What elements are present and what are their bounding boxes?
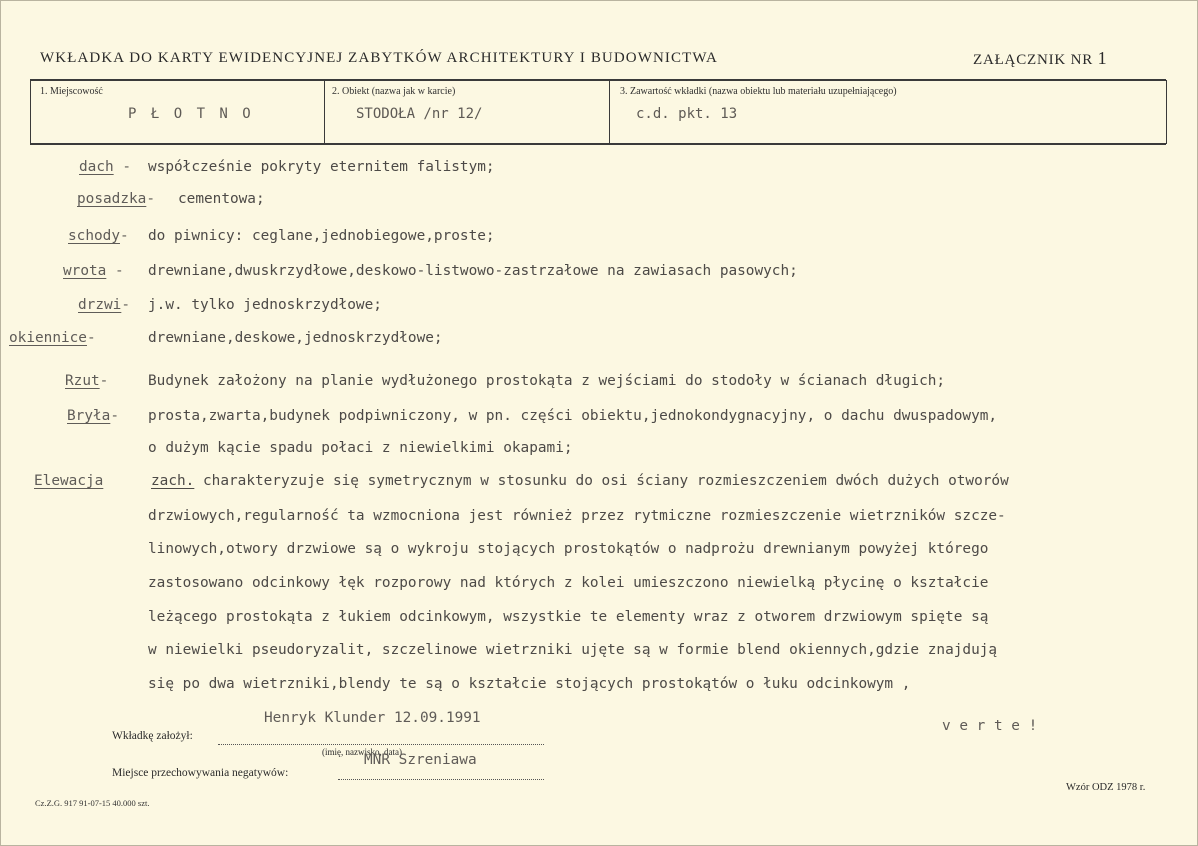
entry-text-dach: współcześnie pokryty eternitem falistym; bbox=[148, 159, 495, 175]
entry-text-bryla: prosta,zwarta,budynek podpiwniczony, w pn. części obiektu,jednokondygnacyjny, o dachu dwuspadowym, bbox=[148, 408, 998, 424]
entry-text-elewacja-6: w niewielki pseudoryzalit, szczelinowe wietrzniki ujęte są w formie blend okiennych,gdzie znajdują bbox=[148, 642, 998, 658]
field-divider-right bbox=[1166, 80, 1167, 144]
field-label-contents: 3. Zawartość wkładki (nazwa obiektu lub materiału uzupełniającego) bbox=[620, 86, 897, 97]
entry-term-dach: dach - bbox=[79, 159, 131, 175]
entry-text-drzwi: j.w. tylko jednoskrzydłowe; bbox=[148, 297, 382, 313]
entry-term-schody: schody- bbox=[68, 228, 129, 244]
entry-term-rzut: Rzut- bbox=[65, 373, 109, 389]
entry-text-elewacja-5: leżącego prostokąta z łukiem odcinkowym, wszystkie te elementy wraz z otworem drzwiowym spięte są bbox=[148, 609, 989, 625]
entry-text-elewacja-2: drzwiowych,regularność ta wzmocniona jest również przez rytmiczne rozmieszczenie wietrzników szcze- bbox=[148, 508, 1006, 524]
entry-text-elewacja-7: się po dwa wietrzniki,blendy te są o kształcie stojących prostokątów o łuku odcinkowym , bbox=[148, 676, 911, 692]
founder-value: Henryk Klunder 12.09.1991 bbox=[264, 710, 481, 726]
field-value-object: STODOŁA /nr 12/ bbox=[356, 106, 483, 122]
entry-text-schody: do piwnicy: ceglane,jednobiegowe,proste; bbox=[148, 228, 495, 244]
founder-hint: (imię, nazwisko, data) bbox=[322, 747, 402, 757]
entry-text-elewacja-4: zastosowano odcinkowy łęk rozporowy nad których z kolei umieszczono niewielką płycinę o kształcie bbox=[148, 575, 989, 591]
field-label-locality: 1. Miejscowość bbox=[40, 86, 103, 97]
annex-label bbox=[973, 48, 1107, 69]
entry-term-elewacja: Elewacja bbox=[34, 473, 104, 489]
print-code: Cz.Z.G. 917 91-07-15 40.000 szt. bbox=[35, 798, 150, 808]
annex-number: 1 bbox=[1097, 48, 1108, 68]
field-value-locality: P Ł O T N O bbox=[128, 106, 254, 122]
negatives-dotline bbox=[338, 779, 544, 780]
negatives-value: MNR Szreniawa bbox=[364, 752, 477, 768]
entry-text-bryla-cont: o dużym kącie spadu połaci z niewielkimi okapami; bbox=[148, 440, 573, 456]
negatives-label: Miejsce przechowywania negatywów: bbox=[112, 767, 289, 779]
founder-label: Wkładkę założył: bbox=[112, 730, 193, 742]
field-label-object: 2. Obiekt (nazwa jak w karcie) bbox=[332, 86, 456, 97]
field-divider-2 bbox=[609, 80, 610, 144]
founder-dotline bbox=[218, 744, 544, 745]
entry-text-elewacja: zach. charakteryzuje się symetrycznym w stosunku do osi ściany rozmieszczeniem dwóch dużych otworów bbox=[151, 473, 1009, 489]
verte-note: v e r t e ! bbox=[942, 718, 1038, 734]
entry-term-drzwi: drzwi- bbox=[78, 297, 130, 313]
entry-text-rzut: Budynek założony na planie wydłużonego prostokąta z wejściami do stodoły w ścianach długich; bbox=[148, 373, 946, 389]
header-rule bbox=[30, 79, 1166, 81]
field-value-contents: c.d. pkt. 13 bbox=[636, 106, 738, 122]
entry-term-bryla: Bryła- bbox=[67, 408, 119, 424]
field-divider-left bbox=[30, 80, 31, 144]
entry-text-elewacja-3: linowych,otwory drzwiowe są o wykroju stojących prostokątów o nadprożu drewnianym powyżej którego bbox=[148, 541, 989, 557]
entry-term-posadzka: posadzka- bbox=[77, 191, 155, 207]
fields-bottom-rule bbox=[30, 143, 1166, 145]
entry-text-wrota: drewniane,dwuskrzydłowe,deskowo-listwowo-zastrzałowe na zawiasach pasowych; bbox=[148, 263, 798, 279]
form-title: WKŁADKA DO KARTY EWIDENCYJNEJ ZABYTKÓW ARCHITEKTURY I BUDOWNICTWA bbox=[40, 50, 718, 66]
form-model: Wzór ODZ 1978 r. bbox=[1066, 782, 1146, 793]
entry-text-posadzka: cementowa; bbox=[178, 191, 265, 207]
elevation-side: zach. bbox=[151, 473, 195, 489]
entry-term-wrota: wrota - bbox=[63, 263, 124, 279]
field-divider-1 bbox=[324, 80, 325, 144]
annex-label-text: ZAŁĄCZNIK NR bbox=[973, 52, 1094, 68]
entry-text-okiennice: drewniane,deskowe,jednoskrzydłowe; bbox=[148, 330, 443, 346]
entry-term-okiennice: okiennice- bbox=[9, 330, 96, 346]
